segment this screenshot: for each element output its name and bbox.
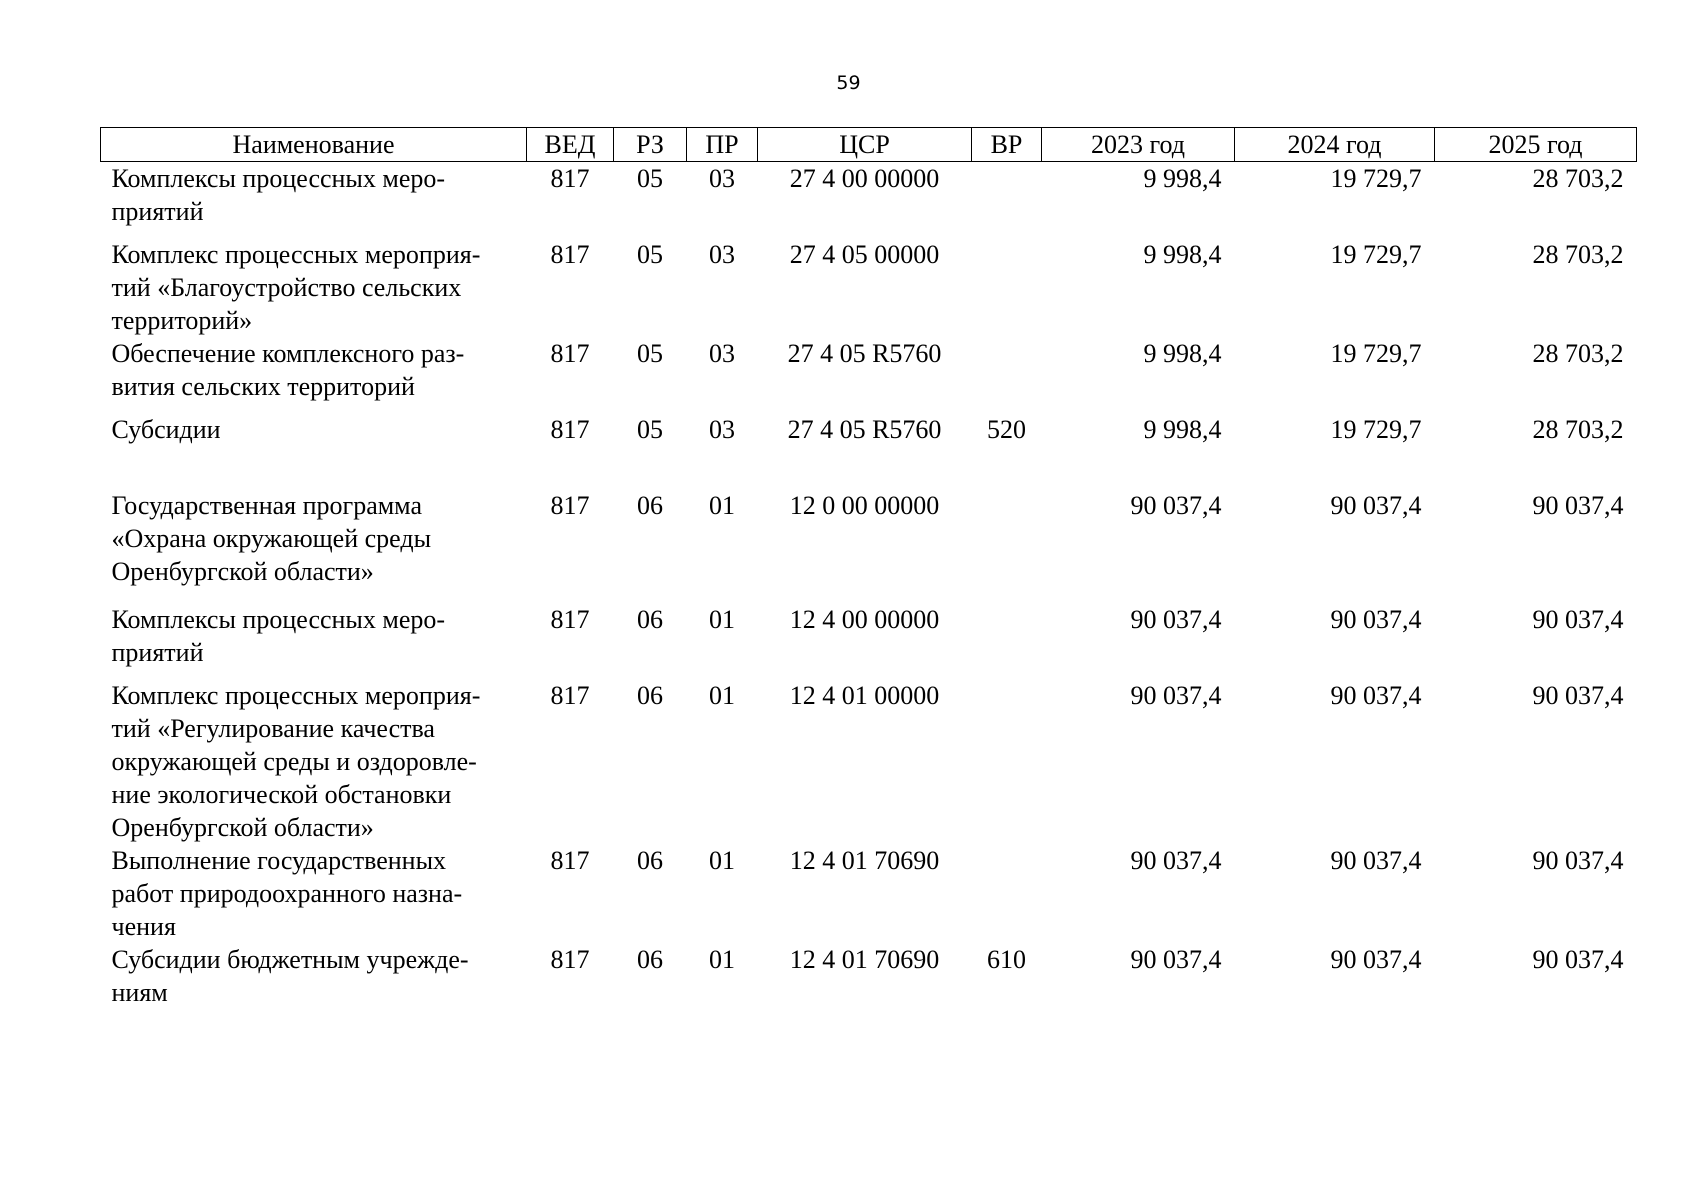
cell-name-line: вития сельских территорий: [111, 371, 415, 401]
cell-y2024: 19 729,7: [1330, 414, 1422, 444]
cell-name-line: Оренбургской области»: [111, 812, 374, 842]
cell-rz: 05: [637, 338, 663, 368]
table-row: [101, 162, 1637, 238]
cell-vr: 610: [987, 944, 1026, 974]
cell-y2024: 90 037,4: [1330, 680, 1422, 710]
header-2025: 2025 год: [1435, 128, 1637, 162]
cell-y2024: 90 037,4: [1330, 490, 1422, 520]
page-number: 59: [836, 72, 861, 94]
cell-ved: 817: [550, 845, 590, 875]
cell-csr: 12 4 00 00000: [789, 604, 940, 634]
cell-name: [101, 413, 527, 489]
cell-y2025: 28 703,2: [1532, 414, 1624, 444]
table-row: [101, 413, 1637, 489]
cell-pr: 01: [709, 944, 735, 974]
cell-name-line: тий «Регулирование качества: [111, 713, 435, 743]
cell-pr: 01: [709, 490, 735, 520]
cell-csr: 12 4 01 70690: [789, 845, 940, 875]
table-row: [101, 489, 1637, 603]
cell-rz: 05: [637, 164, 663, 193]
cell-vr: [972, 162, 1042, 238]
cell-name-line: Выполнение государственных: [111, 845, 447, 875]
cell-name-line: Комплекс процессных мероприя-: [111, 239, 481, 269]
table-row: [101, 844, 1637, 943]
cell-ved: 817: [550, 680, 590, 710]
cell-name-line: Государственная программа: [111, 490, 423, 520]
header-pr: ПР: [687, 128, 758, 162]
cell-ved: 817: [550, 164, 590, 193]
cell-name-line: Комплексы процессных меро-: [111, 164, 446, 193]
cell-y2023: 9 998,4: [1143, 164, 1222, 193]
cell-rz: 06: [637, 680, 663, 710]
cell-name-line: «Охрана окружающей среды: [111, 523, 432, 553]
cell-y2023: 90 037,4: [1130, 490, 1222, 520]
cell-name-line: приятий: [111, 197, 204, 226]
cell-rz: 06: [637, 604, 663, 634]
cell-name-line: Субсидии бюджетным учрежде-: [111, 944, 469, 974]
cell-name-line: тий «Благоустройство сельских: [111, 272, 462, 302]
cell-name-line: Субсидии: [111, 414, 221, 444]
cell-y2023: 9 998,4: [1143, 338, 1222, 368]
header-vr: ВР: [972, 128, 1042, 162]
cell-y2025: 28 703,2: [1532, 239, 1624, 269]
cell-name-line: работ природоохранного назна-: [111, 878, 463, 908]
cell-vr: [972, 679, 1042, 844]
table-row: [101, 337, 1637, 413]
cell-y2025: 90 037,4: [1532, 845, 1624, 875]
table-body: [101, 162, 1637, 1019]
cell-y2025: 90 037,4: [1532, 680, 1624, 710]
cell-csr: 12 4 01 00000: [789, 680, 940, 710]
cell-name-line: ниям: [111, 977, 168, 1007]
cell-name: [101, 162, 527, 238]
cell-ved: 817: [550, 338, 590, 368]
cell-csr: 27 4 05 R5760: [787, 414, 942, 444]
cell-y2023: 9 998,4: [1143, 239, 1222, 269]
header-ved: ВЕД: [527, 128, 614, 162]
budget-table: [100, 127, 1637, 1019]
cell-pr: 03: [709, 239, 735, 269]
cell-rz: 05: [637, 239, 663, 269]
cell-name: [101, 679, 527, 844]
table-row: [101, 238, 1637, 337]
cell-y2023: 9 998,4: [1143, 414, 1222, 444]
cell-vr: [972, 603, 1042, 679]
cell-name: [101, 603, 527, 679]
cell-y2025: 28 703,2: [1532, 164, 1624, 193]
cell-rz: 06: [637, 490, 663, 520]
cell-pr: 03: [709, 164, 735, 193]
cell-csr: 27 4 05 00000: [789, 239, 940, 269]
cell-pr: 03: [709, 414, 735, 444]
cell-name-line: территорий»: [111, 305, 253, 335]
cell-y2023: 90 037,4: [1130, 944, 1222, 974]
cell-csr: 27 4 05 R5760: [787, 338, 942, 368]
cell-name-line: Оренбургской области»: [111, 556, 374, 586]
cell-y2024: 90 037,4: [1330, 845, 1422, 875]
cell-pr: 03: [709, 338, 735, 368]
table-row: [101, 679, 1637, 844]
cell-y2024: 90 037,4: [1330, 604, 1422, 634]
cell-pr: 01: [709, 845, 735, 875]
cell-name-line: Комплекс процессных мероприя-: [111, 680, 481, 710]
cell-name: [101, 489, 527, 603]
cell-y2025: 28 703,2: [1532, 338, 1624, 368]
cell-name-line: приятий: [111, 637, 204, 667]
cell-y2024: 19 729,7: [1330, 164, 1422, 193]
cell-csr: 27 4 00 00000: [789, 164, 940, 193]
cell-name-line: Комплексы процессных меро-: [111, 604, 446, 634]
cell-y2025: 90 037,4: [1532, 604, 1624, 634]
cell-name-line: ние экологической обстановки: [111, 779, 452, 809]
cell-vr: 520: [987, 414, 1026, 444]
cell-pr: 01: [709, 604, 735, 634]
cell-name: [101, 238, 527, 337]
header-2024: 2024 год: [1235, 128, 1435, 162]
cell-ved: 817: [550, 414, 590, 444]
cell-pr: 01: [709, 680, 735, 710]
cell-ved: 817: [550, 239, 590, 269]
cell-y2024: 19 729,7: [1330, 239, 1422, 269]
table-header-row: [101, 128, 1637, 162]
cell-rz: 06: [637, 944, 663, 974]
cell-ved: 817: [550, 604, 590, 634]
cell-y2023: 90 037,4: [1130, 845, 1222, 875]
cell-y2024: 90 037,4: [1330, 944, 1422, 974]
cell-ved: 817: [550, 490, 590, 520]
cell-rz: 06: [637, 845, 663, 875]
table-row: [101, 943, 1637, 1019]
cell-y2025: 90 037,4: [1532, 490, 1624, 520]
cell-vr: [972, 238, 1042, 337]
cell-name: [101, 943, 527, 1019]
cell-y2025: 90 037,4: [1532, 944, 1624, 974]
cell-name: [101, 337, 527, 413]
cell-y2023: 90 037,4: [1130, 604, 1222, 634]
cell-csr: 12 4 01 70690: [789, 944, 940, 974]
cell-y2023: 90 037,4: [1130, 680, 1222, 710]
cell-csr: 12 0 00 00000: [789, 490, 940, 520]
table-row: [101, 603, 1637, 679]
cell-ved: 817: [550, 944, 590, 974]
cell-name-line: чения: [111, 911, 176, 941]
cell-y2024: 19 729,7: [1330, 338, 1422, 368]
cell-vr: [972, 844, 1042, 943]
cell-rz: 05: [637, 414, 663, 444]
header-name: Наименование: [101, 128, 527, 162]
header-csr: ЦСР: [758, 128, 972, 162]
cell-name: [101, 844, 527, 943]
cell-name-line: Обеспечение комплексного раз-: [111, 338, 465, 368]
header-rz: РЗ: [614, 128, 687, 162]
cell-name-line: окружающей среды и оздоровле-: [111, 746, 477, 776]
cell-vr: [972, 489, 1042, 603]
header-2023: 2023 год: [1042, 128, 1235, 162]
cell-vr: [972, 337, 1042, 413]
